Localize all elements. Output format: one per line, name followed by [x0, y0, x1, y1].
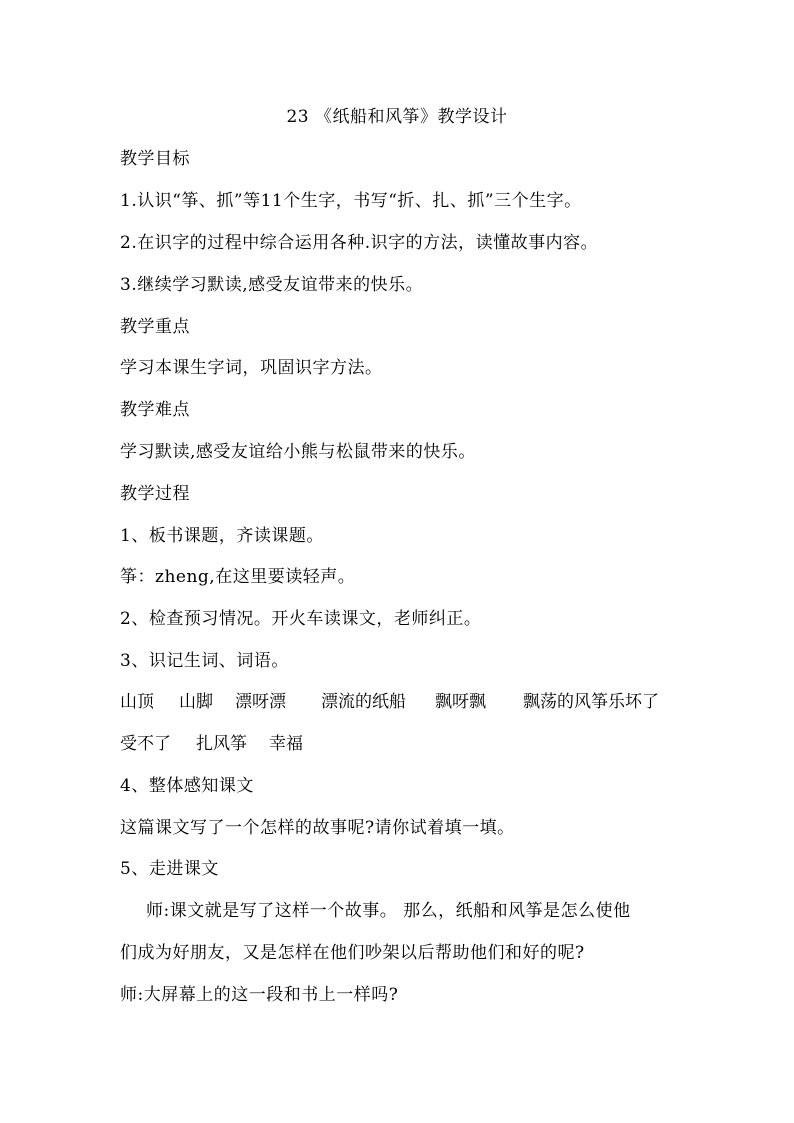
- vocab-word: 漂流的纸船: [321, 692, 406, 712]
- vocab-word: 幸福: [269, 734, 303, 754]
- vocab-word: 受不了: [120, 734, 171, 754]
- step-4-text: 这篇课文写了一个怎样的故事呢?请你试着填一填。: [120, 818, 515, 838]
- paragraph-1-line-1: 师:课文就是写了这样一个故事。 那么，纸船和风筝是怎么使他: [146, 901, 631, 921]
- difficulties-text: 学习默读,感受友谊给小熊与松鼠带来的快乐。: [120, 442, 476, 462]
- step-2: 2、检查预习情况。开火车读课文，老师纠正。: [120, 609, 482, 629]
- document-title: 23 《纸船和风筝》教学设计: [286, 107, 508, 127]
- paragraph-1-line-2: 们成为好朋友，又是怎样在他们吵架以后帮助他们和好的呢?: [120, 943, 585, 963]
- goal-1: 1.认识“筝、抓”等11个生字，书写“折、扎、抓”三个生字。: [120, 191, 582, 211]
- vocab-word: 扎风筝: [196, 734, 247, 754]
- heading-process: 教学过程: [120, 484, 190, 504]
- vocab-word: 山顶: [120, 692, 154, 712]
- heading-key-points: 教学重点: [120, 317, 190, 337]
- step-1: 1、板书课题，齐读课题。: [120, 526, 324, 546]
- heading-difficulties: 教学难点: [120, 400, 190, 420]
- heading-goals: 教学目标: [120, 149, 190, 169]
- step-5: 5、走进课文: [120, 859, 219, 879]
- vocab-word: 山脚: [179, 692, 213, 712]
- vocab-word: 飘荡的风筝乐坏了: [523, 692, 659, 712]
- key-points-text: 学习本课生字词，巩固识字方法。: [120, 358, 383, 378]
- paragraph-2: 师:大屏幕上的这一段和书上一样吗?: [120, 985, 399, 1005]
- step-1-note: 筝：zheng,在这里要读轻声。: [120, 567, 356, 587]
- step-4: 4、整体感知课文: [120, 776, 254, 796]
- step-3: 3、识记生词、词语。: [120, 651, 289, 671]
- vocab-word: 漂呀漂: [235, 692, 286, 712]
- goal-3: 3.继续学习默读,感受友谊带来的快乐。: [120, 275, 424, 295]
- goal-2: 2.在识字的过程中综合运用各种.识字的方法，读懂故事内容。: [120, 233, 599, 253]
- vocab-word: 飘呀飘: [435, 692, 486, 712]
